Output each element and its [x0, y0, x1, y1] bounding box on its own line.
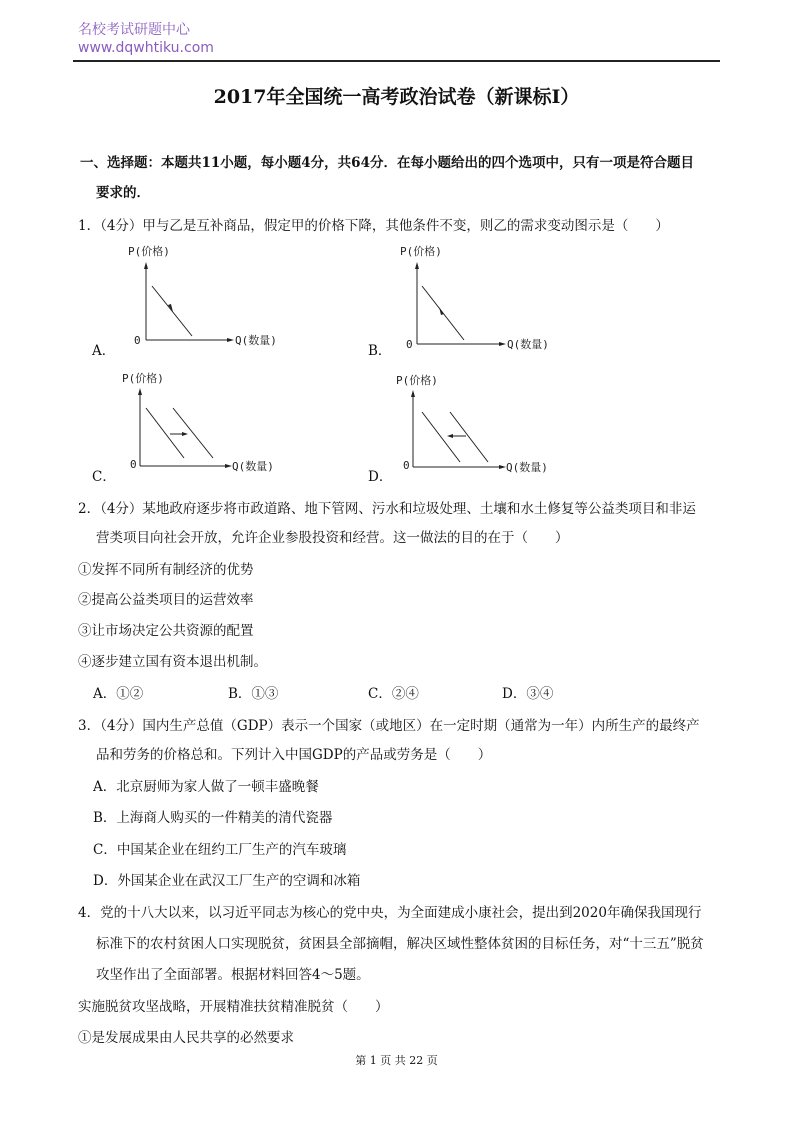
chart-b-xaxis-arrow	[499, 342, 506, 346]
chart-a-xaxis-arrow	[227, 338, 234, 342]
chart-b-arrow-up	[439, 307, 444, 315]
chart-a-origin: 0	[134, 334, 141, 347]
q2-option-c: C．②④	[368, 686, 419, 702]
chart-a-yaxis-arrow	[144, 262, 148, 269]
chart-a	[120, 244, 290, 354]
q3-option-b: B．上海商人购买的一件精美的清代瓷器	[93, 810, 333, 826]
chart-c-demand-curve-original	[146, 408, 184, 458]
q4-stem-line3: 攻坚作出了全面部署。根据材料回答4～5题。	[96, 967, 370, 983]
chart-c	[120, 370, 290, 480]
q4-sub-question: 实施脱贫攻坚战略，开展精准扶贫精准脱贫（ ）	[78, 999, 389, 1015]
q2-item-4: ④逐步建立国有资本退出机制。	[78, 654, 267, 670]
q1-option-c-label: C．	[92, 469, 116, 485]
chart-d-xaxis-arrow	[499, 465, 506, 469]
q3-option-d: D．外国某企业在武汉工厂生产的空调和冰箱	[93, 873, 361, 889]
chart-b-ylabel: P(价格)	[400, 245, 442, 258]
chart-c-origin: 0	[130, 458, 137, 471]
chart-b-xlabel: Q(数量)	[507, 338, 549, 351]
chart-b-origin: 0	[406, 338, 413, 351]
q3-option-c: C．中国某企业在纽约工厂生产的汽车玻璃	[93, 842, 347, 858]
chart-d-demand-curve-original	[450, 412, 488, 462]
chart-c-xaxis-arrow	[225, 464, 232, 468]
chart-d-xlabel: Q(数量)	[506, 461, 548, 474]
header-url[interactable]: www.dqwhtiku.com	[78, 40, 214, 56]
chart-c-ylabel: P(价格)	[122, 372, 164, 385]
q4-item-1: ①是发展成果由人民共享的必然要求	[78, 1030, 294, 1046]
q3-stem-line2: 品和劳务的价格总和。下列计入中国GDP的产品或劳务是（ ）	[96, 747, 492, 763]
q1-stem: 1．（4分）甲与乙是互补商品，假定甲的价格下降，其他条件不变，则乙的需求变动图示是（ ）	[78, 218, 669, 234]
chart-d-ylabel: P(价格)	[396, 374, 438, 387]
chart-c-xlabel: Q(数量)	[232, 460, 274, 473]
header-org: 名校考试研题中心	[78, 22, 190, 38]
chart-a-ylabel: P(价格)	[128, 245, 170, 258]
chart-a-xlabel: Q(数量)	[235, 334, 277, 347]
q2-item-1: ①发挥不同所有制经济的优势	[78, 562, 254, 578]
chart-d-yaxis-arrow	[411, 390, 415, 397]
chart-d-demand-curve-left	[422, 412, 460, 462]
page-title: 2017年全国统一高考政治试卷（新课标Ⅰ）	[213, 86, 580, 108]
q1-option-b-label: B．	[368, 343, 392, 359]
q4-stem-line2: 标准下的农村贫困人口实现脱贫，贫困县全部摘帽，解决区域性整体贫困的目标任务，对“十三五”脱贫	[96, 936, 704, 952]
q3-stem-line1: 3．（4分）国内生产总值（GDP）表示一个国家（或地区）在一定时期（通常为一年）内所生产的最终产	[78, 718, 700, 734]
q2-option-d: D．③④	[502, 686, 554, 702]
page-footer: 第 1 页 共 22 页	[355, 1054, 438, 1067]
q3-option-a: A．北京厨师为家人做了一顿丰盛晚餐	[93, 779, 319, 795]
chart-a-arrow-down	[168, 304, 173, 312]
header-divider	[73, 60, 720, 62]
chart-a-demand-curve	[152, 286, 192, 336]
section-heading-line1: 一、选择题：本题共11小题，每小题4分，共64分．在每小题给出的四个选项中，只有一项是符合题目	[80, 155, 694, 171]
q2-stem-line1: 2．（4分）某地政府逐步将市政道路、地下管网、污水和垃圾处理、土壤和水土修复等公益类项目和非运	[78, 501, 696, 517]
chart-d	[392, 370, 562, 480]
chart-b-yaxis-arrow	[415, 262, 419, 269]
q2-option-a: A．①②	[93, 686, 144, 702]
chart-b	[392, 244, 562, 354]
chart-d-origin: 0	[403, 459, 410, 472]
q4-stem-line1: 4．党的十八大以来，以习近平同志为核心的党中央，为全面建成小康社会，提出到2020年确保我国现行	[78, 905, 702, 921]
q2-item-2: ②提高公益类项目的运营效率	[78, 592, 254, 608]
q1-option-a-label: A．	[92, 343, 116, 359]
q2-option-b: B．①③	[228, 686, 279, 702]
q1-option-d-label: D．	[368, 469, 393, 485]
q2-stem-line2: 营类项目向社会开放，允许企业参股投资和经营。这一做法的目的在于（ ）	[96, 530, 569, 546]
chart-c-yaxis-arrow	[138, 388, 142, 395]
q2-item-3: ③让市场决定公共资源的配置	[78, 623, 254, 639]
chart-c-demand-curve-shifted	[173, 408, 213, 458]
section-heading-line2: 要求的．	[96, 185, 150, 201]
